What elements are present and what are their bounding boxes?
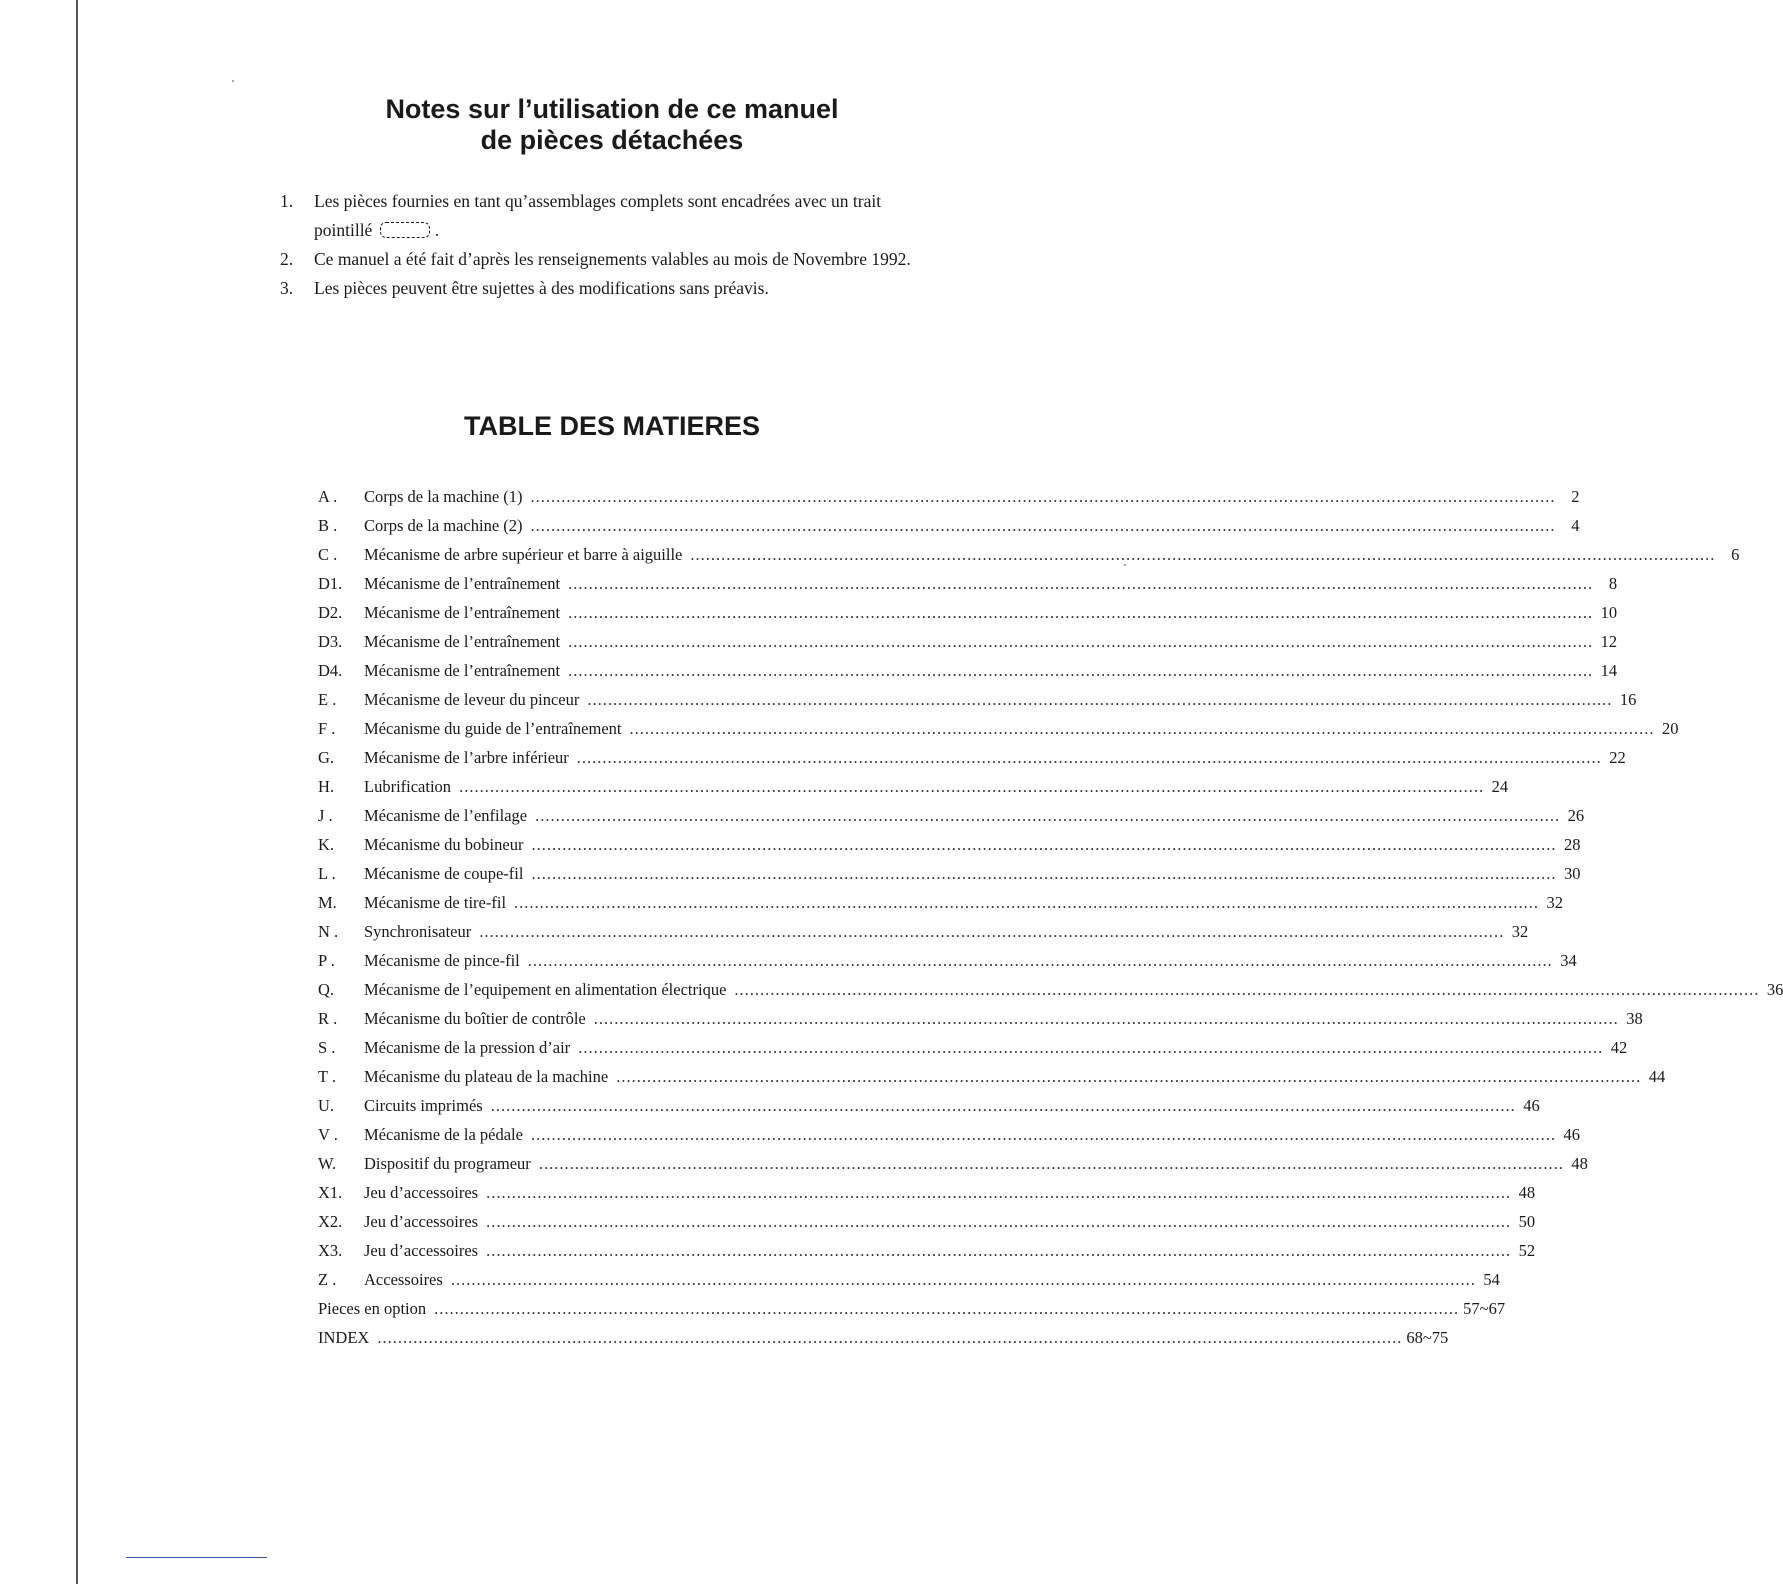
toc-entry-page: 4 [1571, 516, 1580, 535]
toc-entry-title: Jeu d’accessoires [364, 1212, 479, 1231]
toc-entry-letter: U. [318, 1096, 335, 1115]
toc-entry-letter: F . [318, 719, 336, 738]
toc-entry-letter: W. [318, 1154, 337, 1173]
toc-entry [318, 830, 1581, 859]
toc-leader-dots: ........................................................................................................................................................................................................ [568, 632, 1594, 651]
toc-entry-letter: M. [318, 893, 337, 912]
note-number: 2. [280, 249, 294, 269]
toc-entry-letter: S . [318, 1038, 336, 1057]
toc-entry-title: Mécanisme de l’entraînement [364, 603, 561, 622]
toc-entry-letter: A . [318, 487, 338, 506]
note-text: Les pièces fournies en tant qu’assemblages complets sont encadrées avec un trait [314, 191, 882, 211]
toc-leader-dots: ........................................................................................................................................................................................................ [587, 690, 1613, 709]
toc-entry-page: 6 [1731, 545, 1740, 564]
note-item [280, 245, 970, 274]
notes-title-line-2: de pièces détachées [480, 125, 744, 155]
toc-entry [318, 1062, 1666, 1091]
toc-leader-dots: ........................................................................................................................................................................................................ [568, 574, 1594, 593]
toc-entry-letter: X1. [318, 1183, 343, 1202]
toc-entry-title: Mécanisme de l’entraînement [364, 574, 561, 593]
toc-leader-dots: ........................................................................................................................................................................................................ [530, 516, 1556, 535]
toc-entry-page: 57~67 [1463, 1299, 1506, 1318]
toc-leader-dots: ........................................................................................................................................................................................................ [690, 545, 1716, 564]
toc-leader-dots: ........................................................................................................................................................................................................ [530, 487, 1556, 506]
toc-entry-title: Mécanisme de l’arbre inférieur [364, 748, 569, 767]
toc-entry-title: Jeu d’accessoires [364, 1183, 479, 1202]
toc-entry [318, 511, 1580, 540]
toc-entry-letter: D1. [318, 574, 343, 593]
notes-list [280, 187, 970, 303]
toc-entry-letter: Z . [318, 1270, 337, 1289]
toc-leader-dots: ........................................................................................................................................................................................................ [734, 980, 1760, 999]
toc-entry-title: Accessoires [364, 1270, 443, 1289]
toc-entry-title: Mécanisme du guide de l’entraînement [364, 719, 622, 738]
toc-leader-dots: ........................................................................................................................................................................................................ [578, 1038, 1604, 1057]
toc-entry-page: 48 [1571, 1154, 1588, 1173]
toc-entry-title: Mécanisme de l’equipement en alimentation électrique [364, 980, 727, 999]
toc-entry [318, 1236, 1536, 1265]
toc-entry-page: 2 [1571, 487, 1580, 506]
scan-speck [232, 80, 234, 82]
toc-entry-letter: D4. [318, 661, 343, 680]
toc-entry-title: Mécanisme du plateau de la machine [364, 1067, 609, 1086]
toc-entry [318, 1265, 1500, 1294]
note-number: 1. [280, 191, 294, 211]
toc-entry-title: Mécanisme de la pression d’air [364, 1038, 571, 1057]
toc-entry-title: Mécanisme du bobineur [364, 835, 524, 854]
toc-entry [318, 946, 1577, 975]
toc-entry-letter: T . [318, 1067, 337, 1086]
toc-entry-page: 30 [1563, 864, 1581, 883]
toc-leader-dots: ........................................................................................................................................................................................................ [531, 864, 1557, 883]
toc-entry [318, 1207, 1536, 1236]
toc-entry-page: 14 [1600, 661, 1618, 680]
toc-entry-page: 12 [1600, 632, 1618, 651]
toc-entry-letter: G. [318, 748, 335, 767]
toc-entry-page: 20 [1662, 719, 1679, 738]
toc-entry-title: INDEX [318, 1328, 370, 1347]
toc-entry [318, 1178, 1536, 1207]
toc-entry-title: Synchronisateur [364, 922, 472, 941]
note-text: Les pièces peuvent être sujettes à des modifications sans préavis. [314, 278, 769, 298]
toc-entry-page: 10 [1600, 603, 1618, 622]
toc-leader-dots: ........................................................................................................................................................................................................ [568, 661, 1594, 680]
toc-entry-letter: B . [318, 516, 338, 535]
footer-rule [126, 1557, 267, 1558]
toc-entry [318, 685, 1637, 714]
note-item [280, 274, 970, 303]
toc-leader-dots: ........................................................................................................................................................................................................ [377, 1328, 1403, 1347]
toc-entry [318, 1120, 1580, 1149]
toc-entry-letter: D3. [318, 632, 343, 651]
toc-entry-letter: K. [318, 835, 335, 854]
toc-entry-title: Mécanisme de leveur du pinceur [364, 690, 580, 709]
toc-entry [318, 627, 1618, 656]
toc-entry-title: Mécanisme de coupe-fil [364, 864, 524, 883]
toc-entry-page: 52 [1518, 1241, 1536, 1260]
toc-list [318, 482, 1783, 1352]
notes-title [0, 94, 1224, 156]
toc-leader-dots: ........................................................................................................................................................................................................ [629, 719, 1655, 738]
toc-entry [318, 1091, 1540, 1120]
note-text-continued: pointillé [314, 220, 373, 240]
toc-entry-page: 44 [1648, 1067, 1666, 1086]
toc-entry-title: Mécanisme de tire-fil [364, 893, 507, 912]
toc-entry-title: Lubrification [364, 777, 452, 796]
toc-extra-entry [318, 1294, 1506, 1323]
toc-entry-letter: X2. [318, 1212, 343, 1231]
toc-entry [318, 801, 1585, 830]
toc-entry-page: 32 [1546, 893, 1564, 912]
toc-entry-letter: R . [318, 1009, 338, 1028]
toc-leader-dots: ........................................................................................................................................................................................................ [450, 1270, 1476, 1289]
toc-entry [318, 714, 1679, 743]
toc-entry [318, 772, 1509, 801]
toc-entry-letter: P . [318, 951, 335, 970]
note-text: Ce manuel a été fait d’après les renseignements valables au mois de Novembre 1992. [314, 249, 911, 269]
toc-entry [318, 598, 1618, 627]
toc-entry-title: Corps de la machine (1) [364, 487, 523, 506]
toc-entry-page: 36 [1766, 980, 1783, 999]
toc-entry [318, 569, 1618, 598]
toc-entry [318, 1033, 1628, 1062]
note-item: 1. Les pièces fournies en tant qu’assemblages complets sont encadrées avec un trait pointillé . [280, 187, 970, 245]
toc-extra-entry [318, 1323, 1449, 1352]
page-binding-edge [76, 0, 78, 1584]
toc-entry-title: Circuits imprimés [364, 1096, 483, 1115]
toc-entry [318, 482, 1580, 511]
toc-leader-dots: ........................................................................................................................................................................................................ [486, 1241, 1512, 1260]
toc-leader-dots: ........................................................................................................................................................................................................ [479, 922, 1505, 941]
toc-entry-title: Pieces en option [318, 1299, 427, 1318]
toc-entry-letter: N . [318, 922, 339, 941]
toc-leader-dots: ........................................................................................................................................................................................................ [576, 748, 1602, 767]
dashed-box-symbol [380, 222, 430, 238]
toc-entry-letter: L . [318, 864, 336, 883]
toc-entry [318, 1004, 1643, 1033]
toc-entry-page: 48 [1518, 1183, 1536, 1202]
toc-entry-letter: V . [318, 1125, 338, 1144]
toc-leader-dots: ........................................................................................................................................................................................................ [434, 1299, 1460, 1318]
toc-entry-letter: X3. [318, 1241, 343, 1260]
toc-entry-letter: J . [318, 806, 333, 825]
toc-entry-page: 50 [1518, 1212, 1536, 1231]
toc-entry-page: 32 [1511, 922, 1529, 941]
toc-leader-dots: ........................................................................................................................................................................................................ [535, 806, 1561, 825]
toc-entry [318, 975, 1783, 1004]
toc-leader-dots: ........................................................................................................................................................................................................ [514, 893, 1540, 912]
toc-entry-page: 54 [1483, 1270, 1500, 1289]
toc-entry-title: Jeu d’accessoires [364, 1241, 479, 1260]
toc-entry-title: Mécanisme de arbre supérieur et barre à aiguille [364, 545, 683, 564]
toc-leader-dots: ........................................................................................................................................................................................................ [486, 1183, 1512, 1202]
toc-title: TABLE DES MATIERES [463, 411, 760, 441]
toc-entry-page: 8 [1608, 574, 1618, 593]
toc-entry-title: Mécanisme de l’entraînement [364, 661, 561, 680]
toc-entry-title: Mécanisme de l’entraînement [364, 632, 561, 651]
toc-entry-letter: C . [318, 545, 338, 564]
toc-entry-page: 68~75 [1406, 1328, 1449, 1347]
toc-entry-page: 34 [1560, 951, 1577, 970]
toc-entry-title: Mécanisme de la pédale [364, 1125, 523, 1144]
toc-leader-dots: ........................................................................................................................................................................................................ [593, 1009, 1619, 1028]
toc-entry [318, 656, 1618, 685]
toc-entry [318, 917, 1529, 946]
toc-leader-dots: ........................................................................................................................................................................................................ [616, 1067, 1642, 1086]
toc-leader-dots: ........................................................................................................................................................................................................ [538, 1154, 1564, 1173]
toc-entry-letter: D2. [318, 603, 343, 622]
note-number: 3. [280, 278, 294, 298]
toc-entry-page: 26 [1567, 806, 1585, 825]
toc-entry-page: 38 [1626, 1009, 1643, 1028]
toc-entry-letter: H. [318, 777, 335, 796]
notes-title-line-1: Notes sur l’utilisation de ce manuel [385, 94, 839, 124]
toc-entry-title: Dispositif du programeur [364, 1154, 531, 1173]
toc-leader-dots: ........................................................................................................................................................................................................ [530, 1125, 1556, 1144]
toc-entry-title: Mécanisme du boîtier de contrôle [364, 1009, 586, 1028]
toc-entry-page: 22 [1609, 748, 1626, 767]
toc-entry-title: Corps de la machine (2) [364, 516, 523, 535]
toc-entry-page: 42 [1610, 1038, 1628, 1057]
toc-leader-dots: ........................................................................................................................................................................................................ [486, 1212, 1512, 1231]
toc-entry-page: 16 [1619, 690, 1637, 709]
toc-entry-page: 28 [1563, 835, 1581, 854]
toc-entry [318, 540, 1740, 569]
toc-entry [318, 888, 1564, 917]
toc-entry [318, 1149, 1588, 1178]
toc-leader-dots: ........................................................................................................................................................................................................ [568, 603, 1594, 622]
toc-entry-title: Mécanisme de pince-fil [364, 951, 520, 970]
toc-entry-page: 46 [1563, 1125, 1580, 1144]
toc-entry [318, 859, 1581, 888]
toc-leader-dots: ........................................................................................................................................................................................................ [490, 1096, 1516, 1115]
toc-entry-letter: E . [318, 690, 337, 709]
toc-leader-dots: ........................................................................................................................................................................................................ [531, 835, 1557, 854]
toc-leader-dots: ........................................................................................................................................................................................................ [527, 951, 1553, 970]
toc-entry-letter: Q. [318, 980, 335, 999]
toc-entry [318, 743, 1626, 772]
toc-entry-page: 24 [1491, 777, 1509, 796]
toc-leader-dots: ........................................................................................................................................................................................................ [459, 777, 1485, 796]
toc-entry-page: 46 [1523, 1096, 1540, 1115]
toc-entry-title: Mécanisme de l’enfilage [364, 806, 528, 825]
